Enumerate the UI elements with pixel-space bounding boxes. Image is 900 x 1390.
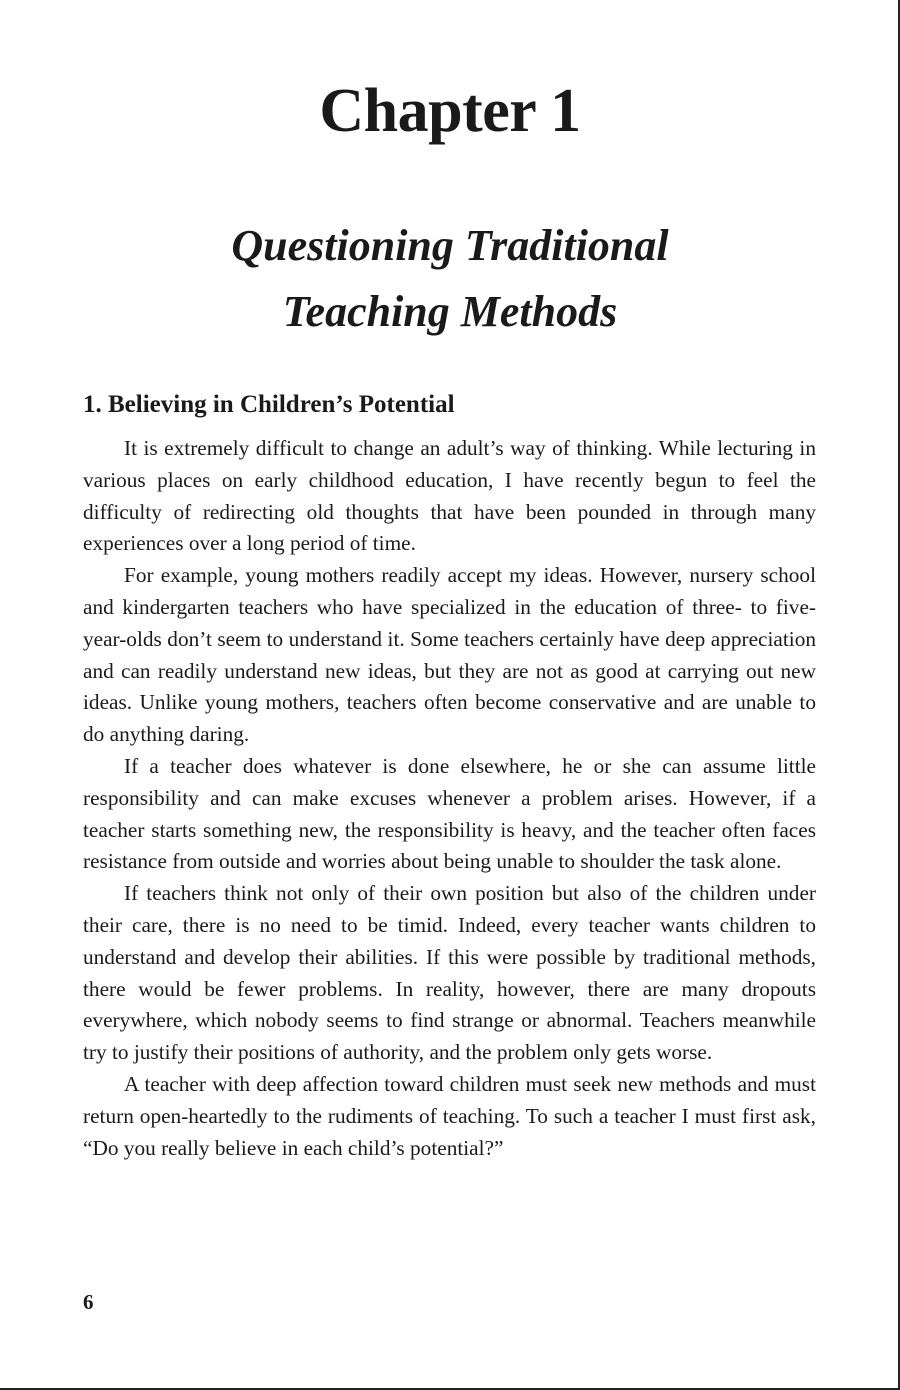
paragraph-4: If teachers think not only of their own position but also of the children under their care, there is no need to be timid. Indeed, every teacher wants children to understand and develop their abilities. If this were possible by traditional methods, there would be fewer problems. In reality, however, there are many dropouts everywhere, which nobody seems to find strange or abnormal. Teachers meanwhile try to justify their positions of authority, and the problem only gets worse. [83,881,816,1065]
chapter-subtitle [0,213,900,345]
chapter-title: Chapter 1 [319,77,581,145]
paragraph-2: For example, young mothers readily accept my ideas. However, nursery school and kindergarten teachers who have specialized in the education of three- to five-year-olds don’t seem to understand it. Some teachers certainly have deep appreciation and can readily understand new ideas, but they are not as good at carrying out new ideas. Unlike young mothers, teachers often become conservative and are unable to do anything daring. [83,563,816,747]
chapter-subtitle-line-2: Teaching Methods [282,287,618,336]
paragraph-5: A teacher with deep affection toward children must seek new methods and must return open-heartedly to the rudiments of teaching. To such a teacher I must first ask, “Do you really believe in each child’s potential?” [83,1071,816,1160]
paragraph-1: It is extremely difficult to change an adult’s way of thinking. While lecturing in various places on early childhood education, I have recently begun to feel the difficulty of redirecting old thoughts that have been pounded in through many experiences over a long period of time. [83,436,816,556]
paragraph-3: If a teacher does whatever is done elsewhere, he or she can assume little responsibility and can make excuses whenever a problem arises. However, if a teacher starts something new, the responsibility is heavy, and the teacher often faces resistance from outside and worries about being unable to shoulder the task alone. [83,753,816,874]
chapter-subtitle-line-1: Questioning Traditional [231,221,669,270]
section-heading: 1. Believing in Children’s Potential [83,391,455,418]
body-text [83,433,816,1164]
page-number: 6 [83,1290,94,1314]
